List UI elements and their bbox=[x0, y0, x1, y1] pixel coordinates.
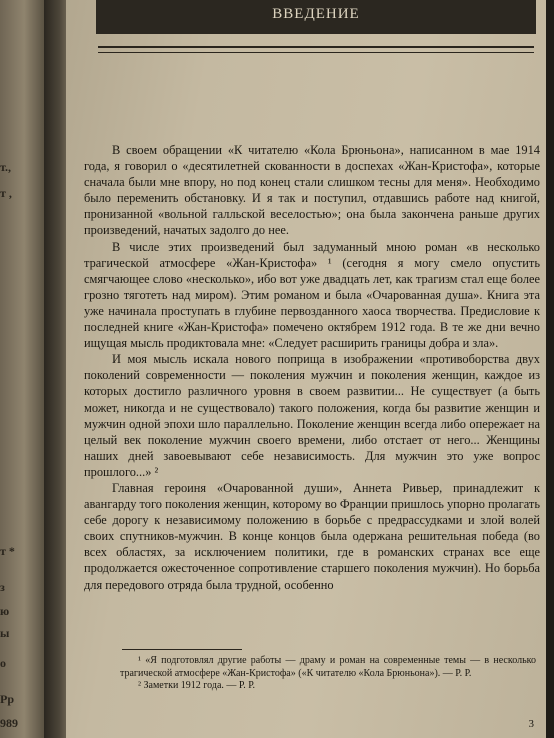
footnote-divider bbox=[122, 649, 242, 650]
header-rule-thick bbox=[98, 46, 534, 48]
prev-page-fragment: ю bbox=[0, 604, 10, 618]
paragraph: И моя мысль искала нового поприща в изображении «противоборства двух поколений современности — поколения мужчин и поколения женщин, каждое из которых достигло различного уровня в своем развитии... Не существует (а быть может, никогда и не существовало) такого положения, когда бы развитие женщин и мужчин одной эпохи шло параллельно. Поколение женщин всегда либо опережает на целый век поколение мужчин своего времени, либо отстает от него... Женщины наших дней завоевывают себе независимость. Для мужчин это уже вопрос прошлого...» ² bbox=[84, 352, 540, 479]
previous-page-edge bbox=[0, 0, 44, 738]
paragraph: В числе этих произведений был задуманный мною роман «в несколько трагической атмосфере «Жан-Кристофа» ¹ (сегодня я могу смело опустить смягчающее слово «несколько», ибо вот уже двадцать лет, как трагизм стал еще более грозно тяготеть над миром). Этим романом и была «Очарованная душа». Книга эта уже начинала проступать в глубине первозданного хаоса творчества. Предисловие к последней книге «Жан-Кристофа» помечено октябрем 1912 года. В те же дни вечно ищущая мысль продиктовала мне: «Следует расширить границы добра и зла». bbox=[84, 239, 540, 351]
header-band bbox=[96, 0, 536, 34]
body-text bbox=[84, 142, 540, 593]
page-number: 3 bbox=[528, 718, 534, 730]
prev-page-fragment: т * bbox=[0, 544, 15, 558]
prev-page-fragment: т , bbox=[0, 186, 12, 200]
prev-page-fragment: т., bbox=[0, 160, 11, 174]
paragraph: В своем обращении «К читателю «Кола Брюньона», написанном в мае 1914 года, я говорил о «десятилетней скованности в доспехах «Жан-Кристофа», которые сначала были мне впору, но под конец стали слишком тесны для меня». Необходимо было переменить обстановку. И я так и поступил, отдавшись работе над книгой, пронизанной «вольной галльской веселостью»; она была закончена раньше других произведений, начатых задолго до нее. bbox=[84, 143, 540, 238]
prev-page-fragment: 989 bbox=[0, 716, 18, 730]
book-page bbox=[66, 0, 546, 738]
footnotes bbox=[120, 655, 536, 693]
prev-page-fragment: Рр bbox=[0, 692, 15, 706]
prev-page-fragment: з bbox=[0, 580, 5, 594]
section-title: ВВЕДЕНИЕ bbox=[272, 6, 360, 22]
footnote: ¹ «Я подготовлял другие работы — драму и роман на современные темы — в несколько трагической атмосфере «Жан-Кристофа» («К читателю «Кола Брюньона»). — Р. Р. bbox=[120, 655, 536, 679]
prev-page-fragment: ы bbox=[0, 626, 10, 640]
header-rule-thin bbox=[98, 52, 534, 53]
footnote: ² Заметки 1912 года. — Р. Р. bbox=[138, 680, 256, 692]
prev-page-fragment: о bbox=[0, 656, 6, 670]
paragraph: Главная героиня «Очарованной души», Аннета Ривьер, принадлежит к авангарду того поколения женщин, которому во Франции пришлось упорно пролагать себе дорогу к независимому положению в борьбе с предрассудками и злой волей своих спутников-мужчин. В конце концов была одержана решительная победа (во всех областях, за исключением политики, где в романских странах все еще продолжается ожесточенное сопротивление старшего поколения мужчин). Но борьба для передового отряда была трудной, особенно bbox=[84, 480, 540, 592]
